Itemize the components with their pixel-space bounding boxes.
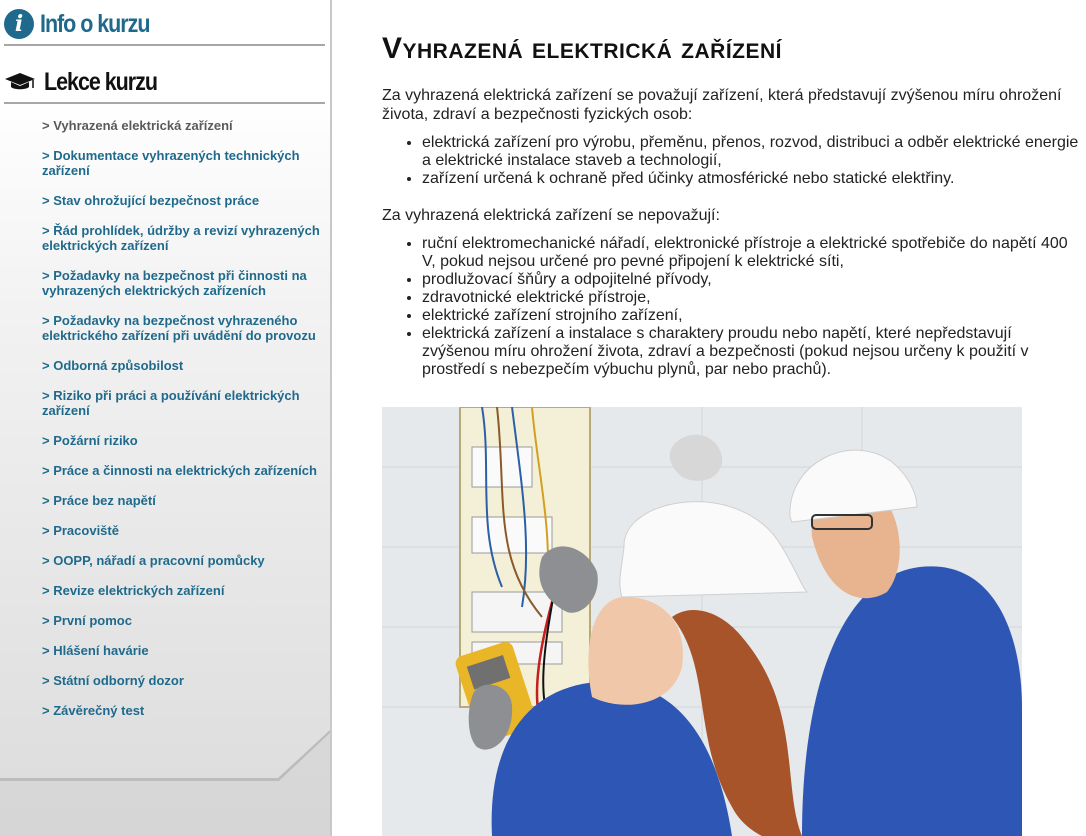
sidebar-lesson-item[interactable]: > Dokumentace vyhrazených technických zařízení — [42, 148, 300, 178]
list-item: • prodlužovací šňůry a odpojitelné přívody, — [422, 271, 1082, 289]
list-item: • zařízení určená k ochraně před účinky atmosférické nebo statické elektřiny. — [422, 170, 1082, 188]
sidebar-lesson-item[interactable]: > Vyhrazená elektrická zařízení — [42, 118, 233, 133]
main-content — [382, 30, 1082, 379]
sidebar-lesson-item[interactable]: > První pomoc — [42, 613, 132, 628]
sidebar-lesson-item[interactable]: > Práce bez napětí — [42, 493, 156, 508]
sidebar-lesson-item[interactable]: > Pracoviště — [42, 523, 119, 538]
sidebar-lesson-item[interactable]: > Revize elektrických zařízení — [42, 583, 225, 598]
sidebar-lesson-item[interactable]: > Požadavky na bezpečnost při činnosti na vyhrazených elektrických zařízeních — [42, 268, 307, 298]
sidebar-lesson-item[interactable]: > OOPP, nářadí a pracovní pomůcky — [42, 553, 265, 568]
list-item: • elektrická zařízení a instalace s charaktery proudu nebo napětí, které nepředstavují zvýšenou míru ohrožení života, zdraví a bezpečnosti (pokud nejsou určeny k použití v prostředí s nebezpečím výbuchu plynů, par nebo prachů). — [422, 325, 1082, 379]
lessons-title: Lekce kurzu — [44, 67, 157, 96]
lessons-menu — [42, 118, 330, 733]
list-item: • ruční elektromechanické nářadí, elektronické přístroje a elektrické spotřebiče do napětí 400 V, pokud nejsou určené pro pevné připojení k elektrické síti, — [422, 235, 1082, 271]
included-list — [382, 134, 1082, 188]
sidebar-lesson-item[interactable]: > Práce a činnosti na elektrických zařízeních — [42, 463, 317, 478]
sidebar-lesson-item[interactable]: > Hlášení havárie — [42, 643, 149, 658]
list-item: • elektrické zařízení strojního zařízení, — [422, 307, 1082, 325]
sidebar-edge — [330, 0, 332, 836]
info-section-header[interactable] — [4, 4, 325, 46]
excluded-paragraph: Za vyhrazená elektrická zařízení se nepovažují: — [382, 207, 720, 224]
info-icon: i — [4, 9, 34, 39]
page-title: Vyhrazená elektrická zařízení — [382, 32, 783, 65]
list-item: • zdravotnické elektrické přístroje, — [422, 289, 1082, 307]
sidebar-lesson-item[interactable]: > Stav ohrožující bezpečnost práce — [42, 193, 260, 208]
intro-paragraph: Za vyhrazená elektrická zařízení se považují zařízení, která představují zvýšenou míru ohrožení života, zdraví a bezpečnosti fyzických osob: — [382, 87, 1062, 123]
excluded-list — [382, 235, 1082, 379]
sidebar-lesson-item[interactable]: > Řád prohlídek, údržby a revizí vyhrazených elektrických zařízení — [42, 223, 320, 253]
graduation-cap-icon — [4, 71, 36, 93]
sidebar-lesson-item[interactable]: > Závěrečný test — [42, 703, 145, 718]
sidebar-lesson-item[interactable]: > Riziko při práci a používání elektrických zařízení — [42, 388, 300, 418]
info-title[interactable]: Info o kurzu — [40, 9, 150, 38]
sidebar-lesson-item[interactable]: > Požární riziko — [42, 433, 138, 448]
electricians-photo — [382, 407, 1022, 836]
list-item: • elektrická zařízení pro výrobu, přeměnu, přenos, rozvod, distribuci a odběr elektrické energie a elektrické instalace staveb a technologií, — [422, 134, 1082, 170]
lessons-section-header — [4, 62, 325, 104]
sidebar-lesson-item[interactable]: > Státní odborný dozor — [42, 673, 184, 688]
sidebar-lesson-item[interactable]: > Požadavky na bezpečnost vyhrazeného elektrického zařízení při uvádění do provozu — [42, 313, 316, 343]
sidebar-lesson-item[interactable]: > Odborná způsobilost — [42, 358, 184, 373]
sidebar — [0, 0, 332, 836]
